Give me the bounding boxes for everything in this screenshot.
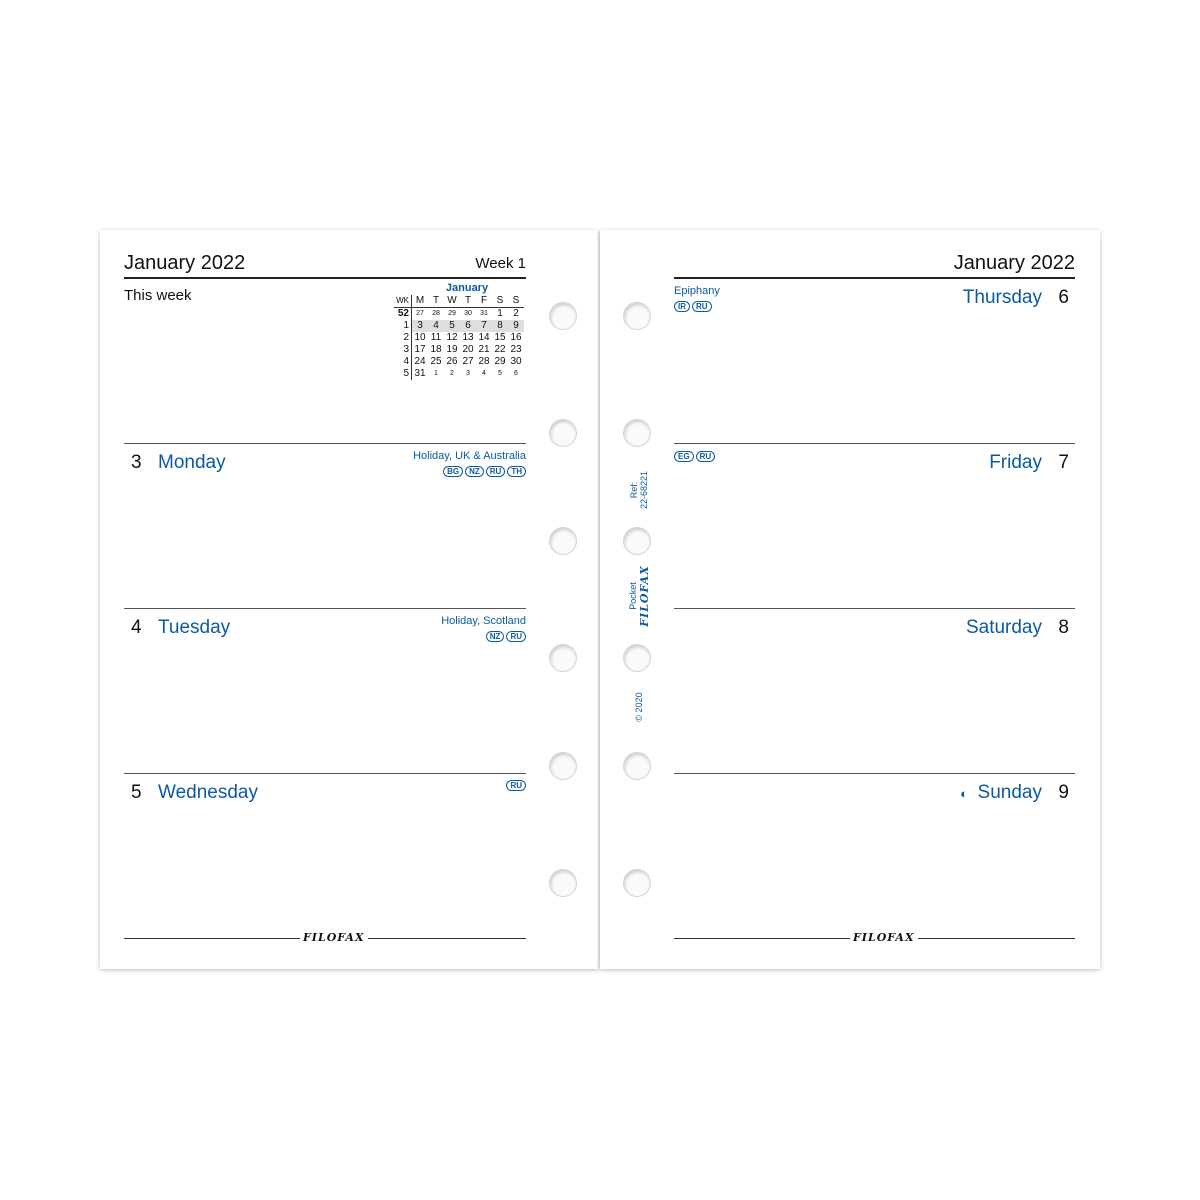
spine-size-label: Pocket — [628, 582, 638, 610]
day-name-saturday: Saturday — [965, 617, 1042, 638]
ring-hole — [549, 302, 577, 330]
mini-day: 29 — [448, 310, 456, 317]
day-name-sunday: Sunday — [977, 782, 1042, 803]
mini-day: 31 — [480, 310, 488, 317]
ring-hole — [549, 419, 577, 447]
mini-week-row — [394, 344, 524, 356]
country-badges-tuesday — [486, 631, 526, 642]
ring-hole — [549, 752, 577, 780]
mini-day: 4 — [428, 320, 444, 332]
country-badges-friday — [674, 451, 715, 462]
day-divider — [124, 608, 526, 609]
right-page — [600, 230, 1100, 969]
month-year-title: January 2022 — [124, 252, 246, 274]
mini-day: 11 — [430, 332, 442, 343]
country-badges-monday — [443, 466, 526, 477]
mini-day: 7 — [476, 320, 492, 332]
mini-day: 23 — [510, 344, 522, 355]
mini-day: 6 — [460, 320, 476, 332]
filofax-logo: FILOFAX — [850, 931, 918, 944]
ring-hole — [549, 644, 577, 672]
mini-day: 10 — [414, 332, 426, 343]
mini-day: 8 — [492, 320, 508, 332]
day-divider — [124, 773, 526, 774]
mini-day: 18 — [430, 344, 442, 355]
country-badge: RU — [506, 780, 526, 791]
mini-day: 29 — [494, 356, 506, 367]
country-badge: RU — [486, 466, 506, 477]
spine-copyright: © 2020 — [634, 692, 644, 722]
mini-week-row — [394, 308, 524, 321]
mini-day: 2 — [513, 308, 519, 319]
mini-day: 16 — [510, 332, 522, 343]
mini-calendar-grid — [394, 295, 524, 380]
mini-calendar — [394, 282, 526, 380]
mini-calendar-title: January — [445, 282, 489, 294]
week-label: Week 1 — [475, 255, 526, 272]
country-badge: IR — [674, 301, 690, 312]
mini-day: 14 — [478, 332, 490, 343]
this-week-label: This week — [124, 287, 192, 304]
day-divider — [124, 443, 526, 444]
country-badge: RU — [696, 451, 716, 462]
mini-header: W — [444, 295, 460, 308]
spine-ref-label: Ref: — [629, 481, 639, 499]
mini-header: WK — [394, 295, 412, 308]
mini-day: 26 — [446, 356, 458, 367]
mini-day: 19 — [446, 344, 458, 355]
mini-header: S — [492, 295, 508, 308]
country-badges-wednesday — [506, 780, 526, 791]
mini-day: 1 — [497, 308, 503, 319]
spine-filofax-logo: FILOFAX — [638, 565, 651, 627]
mini-week-row — [394, 356, 524, 368]
holiday-note-thursday: Epiphany — [674, 285, 720, 297]
country-badge: RU — [692, 301, 712, 312]
country-badge: NZ — [486, 631, 505, 642]
header-rule — [124, 277, 526, 279]
mini-day: 21 — [478, 344, 490, 355]
day-number-friday: 7 — [1058, 452, 1069, 473]
mini-week-number: 5 — [394, 368, 412, 380]
mini-day: 3 — [412, 320, 429, 332]
mini-week-row-current — [394, 320, 524, 332]
day-number-wednesday: 5 — [131, 782, 142, 803]
mini-day: 24 — [414, 356, 426, 367]
half-moon-icon: ◐ — [960, 786, 968, 801]
day-number-tuesday: 4 — [131, 617, 142, 638]
day-name-monday: Monday — [158, 452, 226, 473]
spine-brand — [628, 561, 650, 631]
mini-day: 2 — [450, 370, 454, 377]
mini-header: S — [508, 295, 524, 308]
mini-day: 22 — [494, 344, 506, 355]
day-number-sunday: 9 — [1058, 782, 1069, 803]
mini-day: 20 — [462, 344, 474, 355]
day-divider — [674, 773, 1075, 774]
spine-ref-code: 22-68221 — [639, 470, 649, 510]
month-year-title: January 2022 — [953, 252, 1075, 274]
mini-day: 28 — [478, 356, 490, 367]
holiday-note-tuesday: Holiday, Scotland — [441, 615, 526, 627]
day-name-friday: Friday — [989, 452, 1042, 473]
mini-day: 28 — [432, 310, 440, 317]
ring-hole — [623, 644, 651, 672]
day-name-tuesday: Tuesday — [158, 617, 231, 638]
mini-week-row — [394, 332, 524, 344]
day-number-thursday: 6 — [1058, 287, 1069, 308]
mini-day: 5 — [444, 320, 460, 332]
mini-day: 15 — [494, 332, 506, 343]
mini-week-row — [394, 368, 524, 380]
day-number-monday: 3 — [131, 452, 142, 473]
country-badges-thursday — [674, 301, 712, 312]
mini-header: T — [460, 295, 476, 308]
mini-day: 5 — [498, 370, 502, 377]
day-number-saturday: 8 — [1058, 617, 1069, 638]
day-divider — [674, 443, 1075, 444]
country-badge: RU — [506, 631, 526, 642]
mini-week-number: 2 — [394, 332, 412, 344]
country-badge: EG — [674, 451, 694, 462]
filofax-logo: FILOFAX — [300, 931, 368, 944]
mini-day: 27 — [462, 356, 474, 367]
ring-hole — [623, 302, 651, 330]
country-badge: BG — [443, 466, 463, 477]
mini-day: 31 — [414, 368, 426, 379]
ring-hole — [623, 419, 651, 447]
mini-day: 27 — [416, 310, 424, 317]
mini-day: 13 — [462, 332, 474, 343]
ring-hole — [623, 869, 651, 897]
mini-day: 3 — [466, 370, 470, 377]
ring-hole — [623, 527, 651, 555]
mini-day: 6 — [514, 370, 518, 377]
mini-day: 9 — [508, 320, 524, 332]
day-name-thursday: Thursday — [962, 287, 1042, 308]
mini-day: 17 — [414, 344, 426, 355]
mini-day: 25 — [430, 356, 442, 367]
mini-day: 4 — [482, 370, 486, 377]
ring-hole — [623, 752, 651, 780]
mini-header: T — [428, 295, 444, 308]
mini-day: 1 — [434, 370, 438, 377]
mini-day: 12 — [446, 332, 458, 343]
day-name-wednesday: Wednesday — [158, 782, 258, 803]
mini-day: 30 — [510, 356, 522, 367]
mini-week-number: 1 — [394, 320, 412, 332]
country-badge: NZ — [465, 466, 484, 477]
day-divider — [674, 608, 1075, 609]
ring-hole — [549, 869, 577, 897]
mini-week-number: 3 — [394, 344, 412, 356]
holiday-note-monday: Holiday, UK & Australia — [413, 450, 526, 462]
mini-week-number: 52 — [394, 308, 412, 321]
mini-week-number: 4 — [394, 356, 412, 368]
mini-day: 30 — [464, 310, 472, 317]
header-rule — [674, 277, 1075, 279]
country-badge: TH — [507, 466, 526, 477]
spine-ref — [629, 455, 649, 525]
mini-header: M — [412, 295, 429, 308]
mini-header: F — [476, 295, 492, 308]
ring-hole — [549, 527, 577, 555]
left-page — [100, 230, 598, 969]
